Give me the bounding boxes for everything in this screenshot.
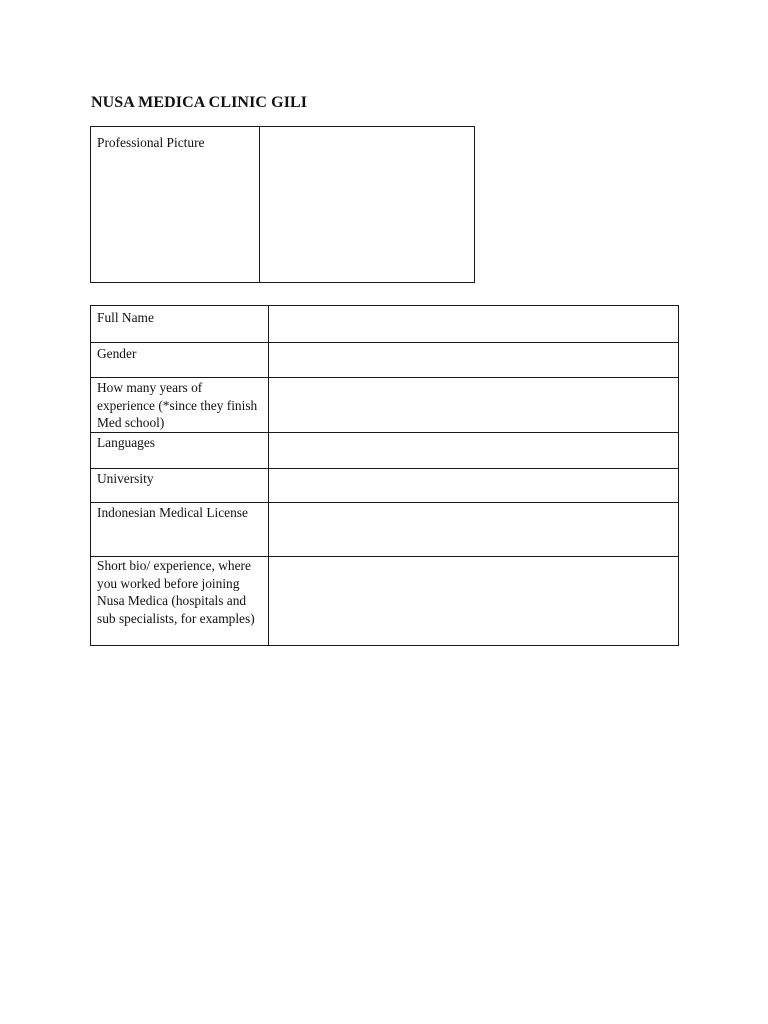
- languages-field[interactable]: [269, 433, 679, 469]
- gender-label: Gender: [91, 343, 269, 378]
- table-row: [91, 503, 679, 557]
- table-row: [91, 306, 679, 343]
- short-bio-label: Short bio/ experience, where you worked before joining Nusa Medica (hospitals and sub specialists, for examples): [91, 557, 269, 646]
- professional-picture-table: [90, 126, 475, 283]
- medical-license-field[interactable]: [269, 503, 679, 557]
- years-experience-label: How many years of experience (*since they finish Med school): [91, 378, 269, 433]
- full-name-label: Full Name: [91, 306, 269, 343]
- gender-field[interactable]: [269, 343, 679, 378]
- full-name-field[interactable]: [269, 306, 679, 343]
- university-field[interactable]: [269, 469, 679, 503]
- professional-picture-label: Professional Picture: [91, 127, 260, 283]
- university-label: University: [91, 469, 269, 503]
- document-title: NUSA MEDICA CLINIC GILI: [91, 94, 308, 111]
- short-bio-field[interactable]: [269, 557, 679, 646]
- table-row: [91, 469, 679, 503]
- table-row: [91, 378, 679, 433]
- doctor-info-table: [90, 305, 679, 646]
- table-row: [91, 557, 679, 646]
- table-row: [91, 343, 679, 378]
- years-experience-field[interactable]: [269, 378, 679, 433]
- table-row: [91, 127, 475, 283]
- languages-label: Languages: [91, 433, 269, 469]
- professional-picture-field[interactable]: [260, 127, 475, 283]
- table-row: [91, 433, 679, 469]
- medical-license-label: Indonesian Medical License: [91, 503, 269, 557]
